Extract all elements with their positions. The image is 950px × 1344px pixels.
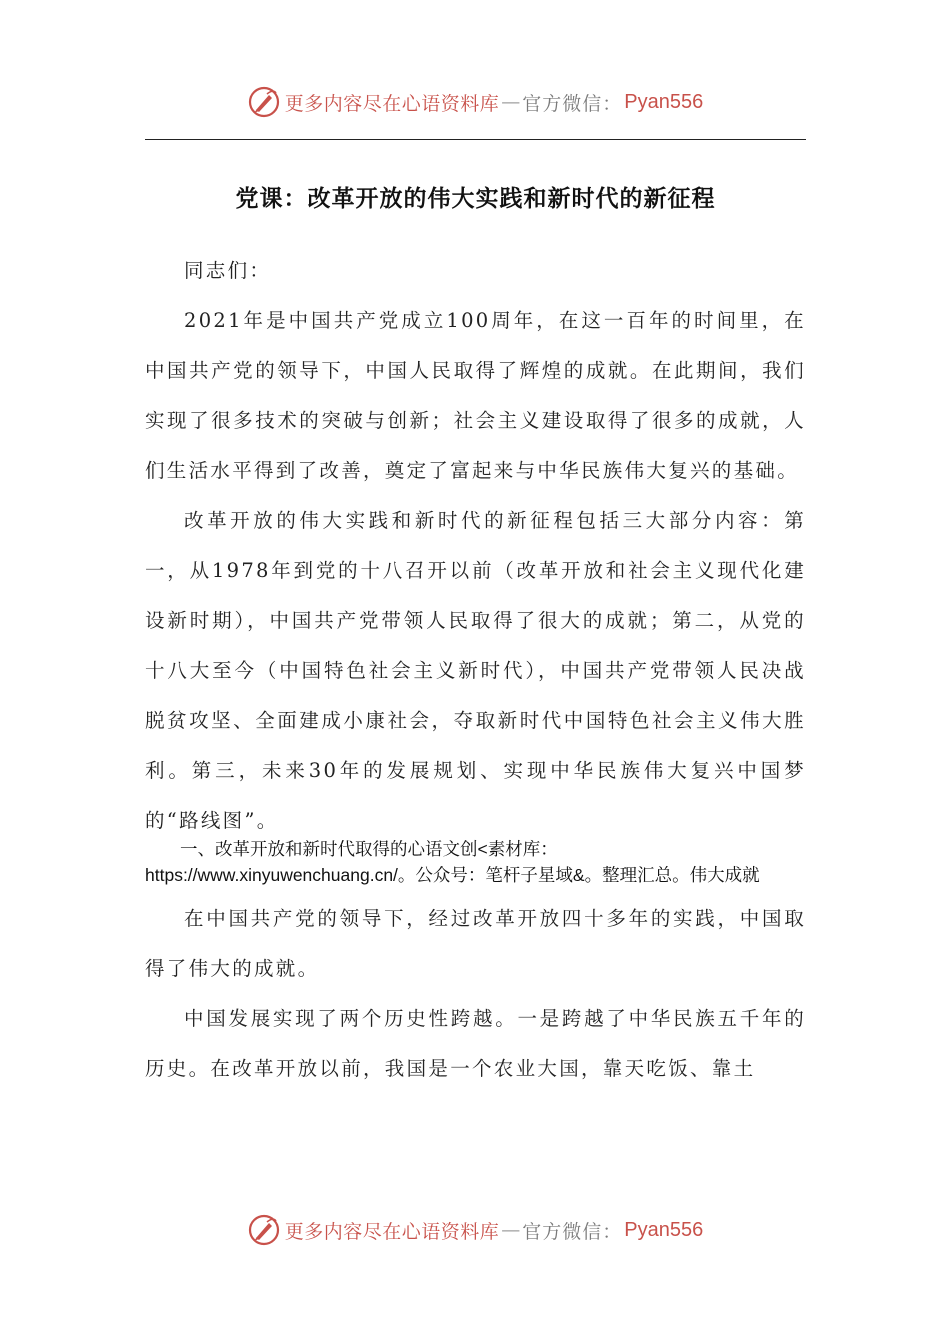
paragraph-1: 2021年是中国共产党成立100周年，在这一百年的时间里，在中国共产党的领导下，中国人民取得了辉煌的成就。在此期间，我们实现了很多技术的突破与创新；社会主义建设取得了很多的成就，人们生活水平得到了改善，奠定了富起来与中华民族伟大复兴的基础。 — [145, 309, 806, 482]
header-dash: — — [501, 91, 521, 113]
greeting: 同志们： — [184, 259, 272, 282]
header-wechat-id: Pyan556 — [624, 90, 704, 113]
paragraph-2: 改革开放的伟大实践和新时代的新征程包括三大部分内容：第一，从1978年到党的十八召开以前（改革开放和社会主义现代化建设新时期），中国共产党带领人民取得了很大的成就；第二，从党的十八大至今（中国特色社会主义新时代），中国共产党带领人民决战脱贫攻坚、全面建成小康社会，夺取新时代中国特色社会主义伟大胜利。第三，未来30年的发展规划、实现中华民族伟大复兴中国梦的“路线图”。 — [145, 509, 806, 832]
footer-banner — [0, 1210, 950, 1250]
document-title: 党课：改革开放的伟大实践和新时代的新征程 — [235, 185, 716, 212]
footer-wechat-id: Pyan556 — [624, 1218, 704, 1241]
footer-site-text: 更多内容尽在心语资料库 — [284, 1220, 500, 1243]
section-heading: 一、改革开放和新时代取得的心语文创<素材库：https://www.xinyuwenchuang.cn/。公众号：笔杆子星域&。整理汇总。伟大成就 — [145, 839, 760, 885]
header-wechat-label: 官方微信： — [522, 92, 623, 115]
header-divider — [145, 139, 806, 140]
footer-dash: — — [501, 1219, 521, 1241]
footer-wechat-label: 官方微信： — [522, 1220, 623, 1243]
pen-logo-icon — [247, 85, 281, 119]
paragraph-4: 中国发展实现了两个历史性跨越。一是跨越了中华民族五千年的历史。在改革开放以前，我国是一个农业大国，靠天吃饭、靠土 — [145, 1007, 806, 1080]
header-banner — [0, 82, 950, 122]
document-body — [145, 246, 806, 1094]
pen-logo-icon — [247, 1213, 281, 1247]
header-site-text: 更多内容尽在心语资料库 — [284, 92, 500, 115]
paragraph-3: 在中国共产党的领导下，经过改革开放四十多年的实践，中国取得了伟大的成就。 — [145, 907, 806, 980]
